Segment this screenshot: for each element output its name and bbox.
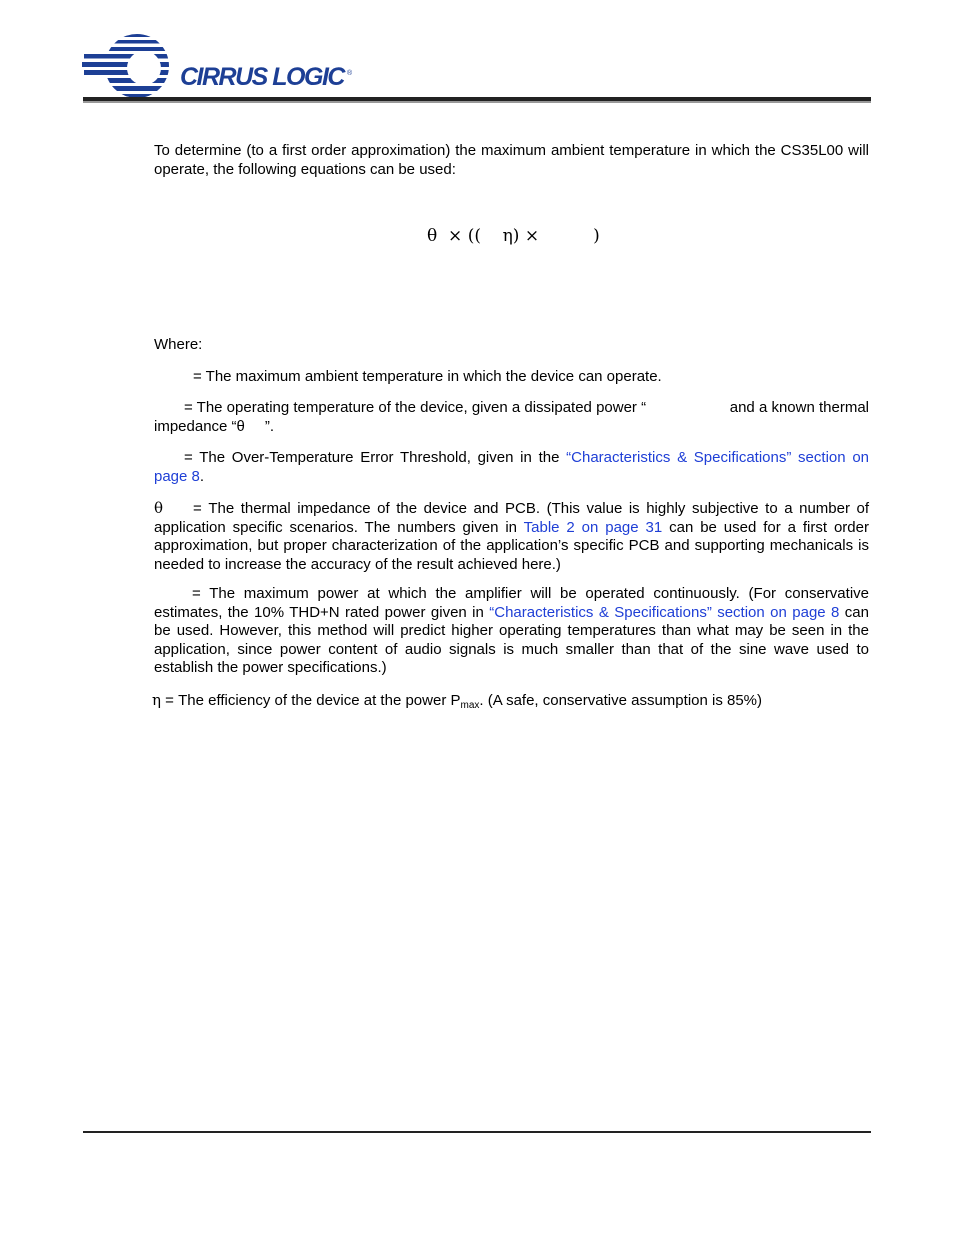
definition-top — [154, 399, 869, 436]
eq-eta: η — [502, 226, 513, 246]
pmax-text-b: can be used. However, this method will predict higher operating temperatures than what may be seen in the application, since power content of audio signals is much smaller than that of the sine wave used to establish the power specifications.) — [154, 603, 869, 676]
pmax-text-a: = The maximum power at which the amplifier will be operated continuously. (For conservative estimates, the 10% THD+N rated power given in — [154, 585, 869, 621]
definition-tote — [154, 449, 869, 486]
eq-tail: ) × ) — [512, 226, 600, 246]
top-text-a: = The operating temperature of the device, given a dissipated power “ — [184, 399, 647, 416]
eta-symbol: η — [152, 691, 161, 709]
table-2-link[interactable]: Table 2 on page 31 — [523, 518, 663, 536]
theta-text-a: = The thermal impedance of the device and PCB. (This value is highly subjective to a number of application specific scenarios. The numbers given in — [154, 500, 869, 536]
top-text-d: ”. — [264, 417, 275, 435]
top-text-c: impedance “θ — [154, 417, 245, 435]
intro-paragraph: To determine (to a first order approximation) the maximum ambient temperature in which the CS35L00 will operate, the following equations can be used: — [154, 142, 869, 178]
characteristics-link-2[interactable]: “Characteristics & Specifications” section on page 8 — [489, 603, 840, 621]
registered-mark: ® — [347, 70, 353, 77]
header-rule-shadow — [83, 101, 871, 103]
theta-text-b: can be used for a first order approximation, but proper characterization of the application’s specific PCB and supporting mechanicals is needed to increase the accuracy of the result achieved here.) — [154, 518, 869, 573]
tote-text-b: . — [199, 467, 205, 485]
temperature-equation — [427, 226, 600, 246]
tote-text-a: = The Over-Temperature Error Threshold, given in the — [184, 449, 567, 466]
characteristics-link-1[interactable]: “Characteristics & Specifications” section on page 8 — [154, 449, 869, 485]
definition-tamb: = The maximum ambient temperature in which the device can operate. — [193, 368, 662, 385]
eq-theta: θ — [427, 226, 438, 246]
theta-symbol: θ — [154, 499, 164, 517]
eta-text-b: . (A safe, conservative assumption is 85%) — [479, 692, 763, 709]
top-text-b: and a known thermal — [729, 399, 869, 416]
definition-pmax — [154, 585, 869, 678]
logo-wordmark: CIRRUS LOGIC — [180, 63, 344, 91]
eq-mid: × (( — [437, 226, 503, 246]
definition-eta — [152, 691, 872, 716]
eta-text-a: = The efficiency of the device at the power P — [161, 692, 461, 709]
definition-theta — [154, 499, 869, 574]
footer-rule — [83, 1131, 871, 1133]
eta-subscript: max — [460, 700, 480, 711]
where-label: Where: — [154, 336, 203, 353]
